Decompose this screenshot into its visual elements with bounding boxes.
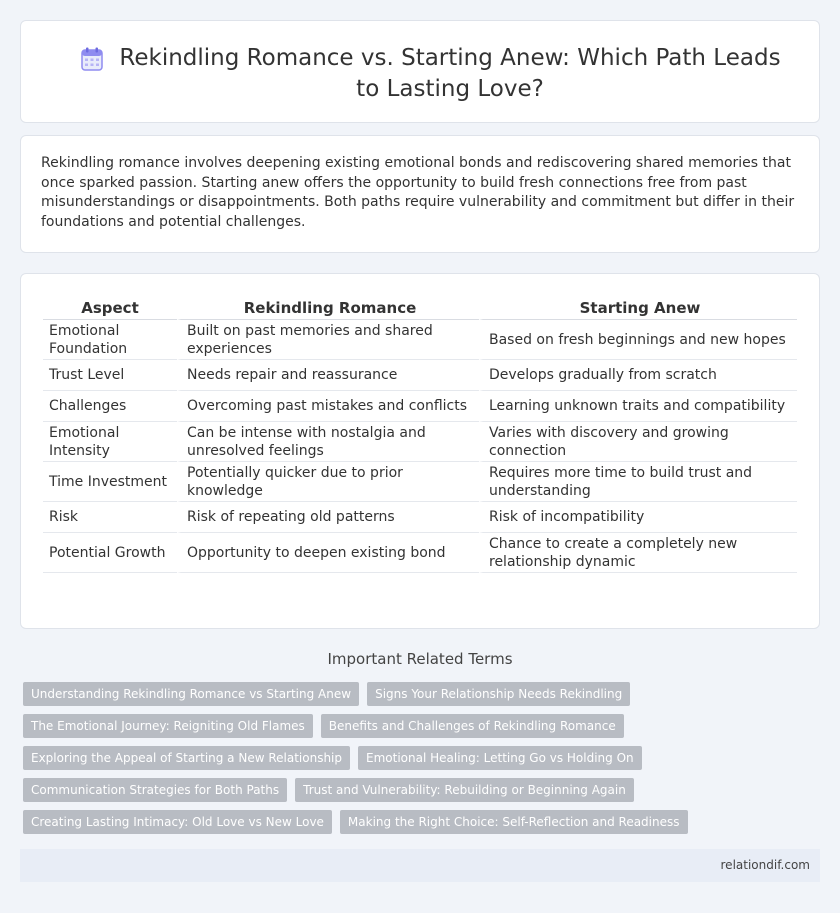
cell-rekindling: Needs repair and reassurance [177, 360, 479, 391]
header-aspect: Aspect [43, 294, 177, 320]
page-title: Rekindling Romance vs. Starting Anew: Which Path Leads to Lasting Love? [119, 45, 781, 102]
table-header-row [43, 294, 797, 320]
related-term-link[interactable]: Making the Right Choice: Self-Reflection and Readiness [340, 810, 688, 834]
related-terms-title: Important Related Terms [327, 650, 513, 668]
table-row [43, 422, 797, 462]
cell-aspect: Potential Growth [43, 533, 177, 573]
table-row [43, 360, 797, 391]
related-term-link[interactable]: Communication Strategies for Both Paths [23, 778, 287, 802]
cell-aspect: Risk [43, 502, 177, 533]
cell-starting-anew: Develops gradually from scratch [479, 360, 797, 391]
table-row [43, 462, 797, 502]
cell-aspect: Emotional Intensity [43, 422, 177, 462]
table-row [43, 502, 797, 533]
cell-rekindling: Built on past memories and shared experiences [177, 320, 479, 360]
related-term-link[interactable]: Exploring the Appeal of Starting a New Relationship [23, 746, 350, 770]
cell-aspect: Time Investment [43, 462, 177, 502]
cell-rekindling: Potentially quicker due to prior knowledge [177, 462, 479, 502]
header-rekindling: Rekindling Romance [177, 294, 479, 320]
table-row [43, 320, 797, 360]
cell-rekindling: Can be intense with nostalgia and unresolved feelings [177, 422, 479, 462]
related-term-link[interactable]: The Emotional Journey: Reigniting Old Flames [23, 714, 313, 738]
cell-starting-anew: Based on fresh beginnings and new hopes [479, 320, 797, 360]
related-term-link[interactable]: Emotional Healing: Letting Go vs Holding On [358, 746, 642, 770]
related-term-link[interactable]: Creating Lasting Intimacy: Old Love vs New Love [23, 810, 332, 834]
intro-paragraph: Rekindling romance involves deepening existing emotional bonds and rediscovering shared memories that once sparked passion. Starting anew offers the opportunity to build fresh connections free from past misunderstandings or disappointments. Both paths require vulnerability and commitment but differ in their foundations and potential challenges. [41, 155, 795, 230]
cell-rekindling: Overcoming past mistakes and conflicts [177, 391, 479, 422]
cell-rekindling: Opportunity to deepen existing bond [177, 533, 479, 573]
cell-starting-anew: Chance to create a completely new relationship dynamic [479, 533, 797, 573]
related-term-link[interactable]: Signs Your Relationship Needs Rekindling [367, 682, 630, 706]
comparison-card [20, 273, 820, 629]
intro-card [20, 135, 820, 253]
footer-site[interactable]: relationdif.com [720, 858, 810, 872]
footer [20, 849, 820, 882]
cell-rekindling: Risk of repeating old patterns [177, 502, 479, 533]
cell-starting-anew: Requires more time to build trust and understanding [479, 462, 797, 502]
cell-aspect: Trust Level [43, 360, 177, 391]
comparison-table [43, 294, 797, 573]
related-term-link[interactable]: Benefits and Challenges of Rekindling Romance [321, 714, 624, 738]
cell-aspect: Challenges [43, 391, 177, 422]
cell-starting-anew: Varies with discovery and growing connection [479, 422, 797, 462]
table-row [43, 533, 797, 573]
header-starting-anew: Starting Anew [479, 294, 797, 320]
calendar-icon [81, 47, 103, 71]
table-row [43, 391, 797, 422]
related-term-link[interactable]: Trust and Vulnerability: Rebuilding or Beginning Again [295, 778, 634, 802]
title-card [20, 20, 820, 123]
related-term-link[interactable]: Understanding Rekindling Romance vs Starting Anew [23, 682, 359, 706]
cell-aspect: Emotional Foundation [43, 320, 177, 360]
cell-starting-anew: Risk of incompatibility [479, 502, 797, 533]
cell-starting-anew: Learning unknown traits and compatibility [479, 391, 797, 422]
related-terms-list [23, 682, 823, 834]
